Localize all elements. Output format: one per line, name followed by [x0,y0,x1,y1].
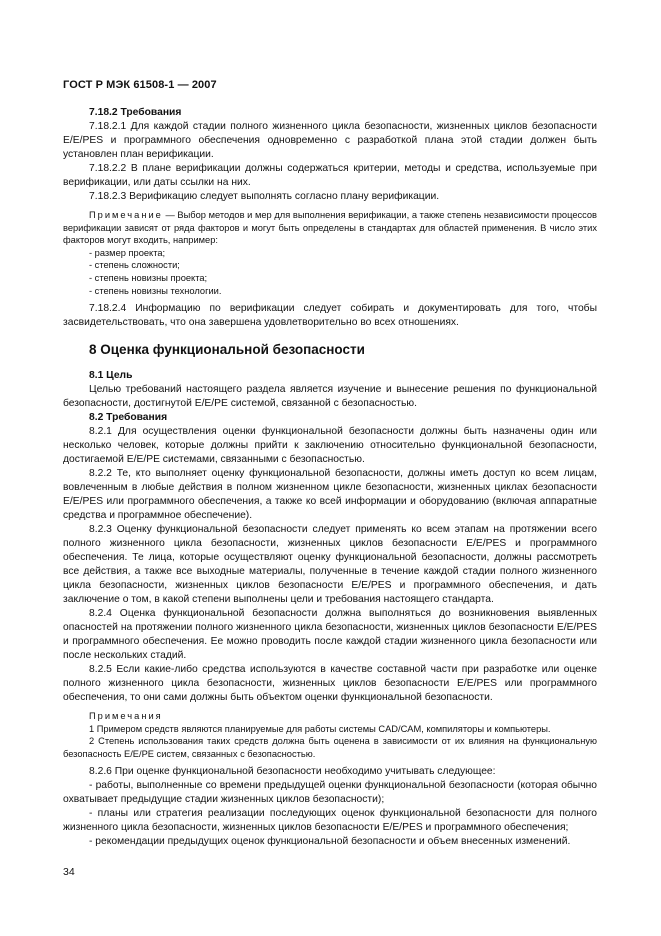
standard-header: ГОСТ Р МЭК 61508-1 — 2007 [63,79,217,91]
list-item-8-2-6-a: - работы, выполненные со времени предыдущей оценки функциональной безопасности (которая обычно охватывает предыдущие стадии жизненных циклов безопасности); [63,779,597,805]
page-body [63,106,597,849]
subsection-8-2-title: 8.2 Требования [89,412,168,424]
paragraph-8-2-2: 8.2.2 Те, кто выполняет оценку функциональной безопасности, должны иметь доступ ко всем лицам, вовлеченным в любые действия в полном жизненном цикле безопасности, жизненных циклах безопасности E/E/PES или программного обеспечения, а также ко всей информации и оборудованию (включая аппаратные средства и программное обеспечение). [63,468,597,522]
paragraph-7-18-2-3: 7.18.2.3 Верификацию следует выполнять согласно плану верификации. [89,191,440,202]
subsection-8-1-title: 8.1 Цель [89,370,133,382]
note-list-item: - степень сложности; [89,260,180,271]
page-number: 34 [63,866,75,878]
paragraph-8-2-6: 8.2.6 При оценке функциональной безопасности необходимо учитывать следующее: [89,765,496,777]
paragraph-8-2-4: 8.2.4 Оценка функциональной безопасности должна выполняться до возникновения выявленных опасностей на протяжении полного жизненного цикла безопасности, жизненных циклов безопасности E/E/PES и программного обеспечения. Ее можно проводить после каждой стадии жизненного цикла безопасности или после нескольких стадий. [63,608,597,662]
paragraph-7-18-2-4: 7.18.2.4 Информацию по верификации следует собирать и документировать для того, чтобы засвидетельствовать, что она завершена удовлетворительно во всех отношениях. [63,303,597,329]
note-text: — Выбор методов и мер для выполнения верификации, а также степень независимости процессов верификации зависят от ряда факторов и могут быть определены в стандартах для областей применения. В число этих факторов могут входить, например: [63,210,597,246]
note-list-item: - степень новизны технологии. [89,285,222,296]
list-item-8-2-6-c: - рекомендации предыдущих оценок функциональной безопасности и объем внесенных изменений. [89,835,571,847]
note-item-1: 1 Примером средств являются планируемые для работы системы CAD/CAM, компиляторы и компьютеры. [89,723,551,734]
paragraph-8-2-5: 8.2.5 Если какие-либо средства используются в качестве составной части при разработке или оценке полного жизненного цикла безопасности, жизненных циклов безопасности E/E/PES или программного обеспечения, то они сами должны быть объектом оценки функциональной безопасности. [63,664,597,704]
note-list-item: - степень новизны проекта; [89,272,208,283]
subsection-7-18-2-title: 7.18.2 Требования [89,107,182,118]
note-item-2: 2 Степень использования таких средств должна быть оценена в зависимости от их влияния на функциональную безопасность E/E/PE систем, связанных с безопасностью. [63,736,597,759]
note-verification [63,209,597,247]
paragraph-8-2-1: 8.2.1 Для осуществления оценки функциональной безопасности должны быть назначены один или несколько человек, которые должны прийти к заключению относительно функциональной безопасности, достигаемой E/E/PE системами, связанными с безопасностью. [63,426,597,466]
paragraph-7-18-2-2: 7.18.2.2 В плане верификации должны содержаться критерии, методы и средства, используемые при верификации, или даты ссылки на них. [63,163,597,188]
section-8-title: 8 Оценка функциональной безопасности [89,342,365,358]
paragraph-7-18-2-1: 7.18.2.1 Для каждой стадии полного жизненного цикла безопасности, жизненных циклов безопасности E/E/PES и программного обеспечения одновременно с разработкой плана этой стадии должен быть установлен план верификации. [63,121,597,160]
note-label: Примечание [89,210,163,220]
notes-label-text: Примечания [89,711,163,722]
list-item-8-2-6-b: - планы или стратегия реализации последующих оценок функциональной безопасности для полного жизненного цикла безопасности, жизненных циклов безопасности E/E/PES и программного обеспечения; [63,807,597,833]
note-list-item: - размер проекта; [89,247,166,258]
paragraph-8-2-3: 8.2.3 Оценку функциональной безопасности следует применять ко всем этапам на протяжении всего полного жизненного цикла безопасности, жизненных циклов безопасности E/E/PES и программного обеспечения. Те лица, которые осуществляют оценку функциональной безопасности, должны рассмотреть все действия, а также все выходные материалы, полученные в течение каждой стадии полного жизненного цикла безопасности, жизненных циклов безопасности E/E/PES и программного обеспечения, и дать заключение о том, в какой степени выполнены цели и требования настоящего стандарта. [63,524,597,606]
paragraph-8-1: Целью требований настоящего раздела является изучение и вынесение решения по функциональной безопасности, достигнутой E/E/PE системой, связанной с безопасностью. [63,384,597,410]
notes-label [63,710,597,723]
